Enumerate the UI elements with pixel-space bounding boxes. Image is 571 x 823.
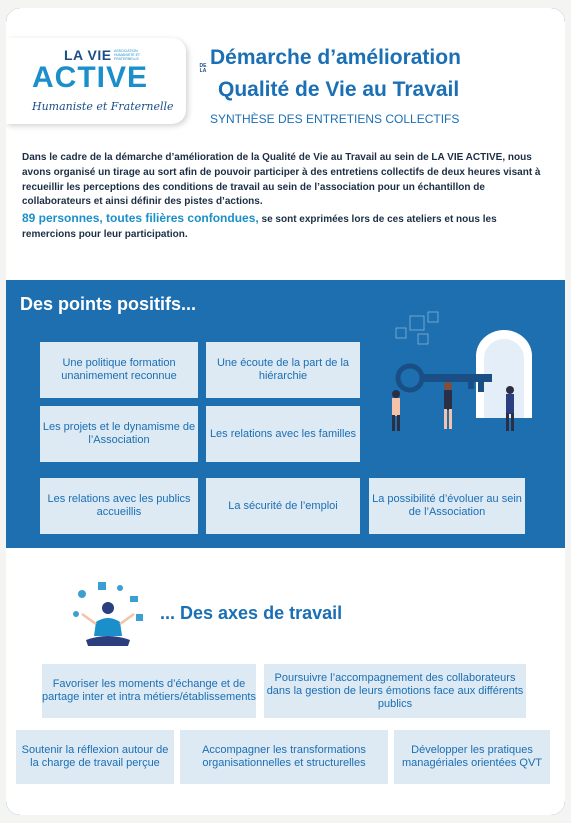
positif-item: Les projets et le dynamisme de l’Association: [40, 406, 198, 462]
positif-item: Une écoute de la part de la hiérarchie: [206, 342, 360, 398]
axe-item: Développer les pratiques managériales orientées QVT: [394, 730, 550, 784]
logo-active: ACTIVE: [32, 61, 149, 94]
positifs-title: Des points positifs...: [20, 294, 197, 314]
intro-paragraph2: se sont exprimées lors de ces ateliers et nous les remercions pour leur participation.: [22, 214, 497, 240]
page-title-line2: Qualité de Vie au Travail: [218, 78, 460, 101]
positif-item: La possibilité d’évoluer au sein de l’Association: [369, 478, 525, 534]
positifs-section: [6, 280, 565, 548]
axes-title: ... Des axes de travail: [160, 603, 343, 623]
intro-text: [22, 151, 550, 243]
page-title-line1: Démarche d’amélioration: [210, 46, 461, 69]
axes-section: [6, 548, 565, 815]
poster: [6, 8, 565, 815]
side-tag: DE LA: [199, 63, 207, 74]
positif-item: Une politique formation unanimement reconnue: [40, 342, 198, 398]
axe-item: Favoriser les moments d’échange et de partage inter et intra métiers/établissements: [42, 664, 256, 718]
axe-item: Soutenir la réflexion autour de la charge de travail perçue: [16, 730, 174, 784]
intro-paragraph1: Dans le cadre de la démarche d’amélioration de la Qualité de Vie au Travail au sein de LA VIE ACTIVE, nous avons organisé un tirage au sort afin de pouvoir participer à des entretiens collectifs de deux heures visant à recueillir les perceptions des conditions de travail au sein de l’association pour un échantillon de collaborateurs et ainsi définir des pistes d’actions.: [22, 152, 541, 208]
meditation-illustration: [68, 578, 148, 658]
logo-tagline: ASSOCIATION HUMANISTE ET FRATERNELLE: [114, 49, 140, 61]
positif-item: Les relations avec les familles: [206, 406, 360, 462]
logo-la-vie: LA VIE: [64, 47, 112, 63]
axe-item: Accompagner les transformations organisationnelles et structurelles: [180, 730, 388, 784]
axe-item: Poursuivre l’accompagnement des collaborateurs dans la gestion de leurs émotions face aux différents publics: [264, 664, 526, 718]
positif-item: Les relations avec les publics accueillis: [40, 478, 198, 534]
intro-paragraph2-block: [22, 211, 550, 243]
logo: [6, 38, 186, 124]
key-illustration: [370, 308, 550, 468]
logo-slogan: Humaniste et Fraternelle: [32, 100, 174, 113]
header-panel: [6, 8, 565, 280]
positif-item: La sécurité de l’emploi: [206, 478, 360, 534]
intro-highlight: 89 personnes, toutes filières confondues,: [22, 211, 259, 226]
page-subtitle: SYNTHÈSE DES ENTRETIENS COLLECTIFS: [210, 112, 460, 126]
